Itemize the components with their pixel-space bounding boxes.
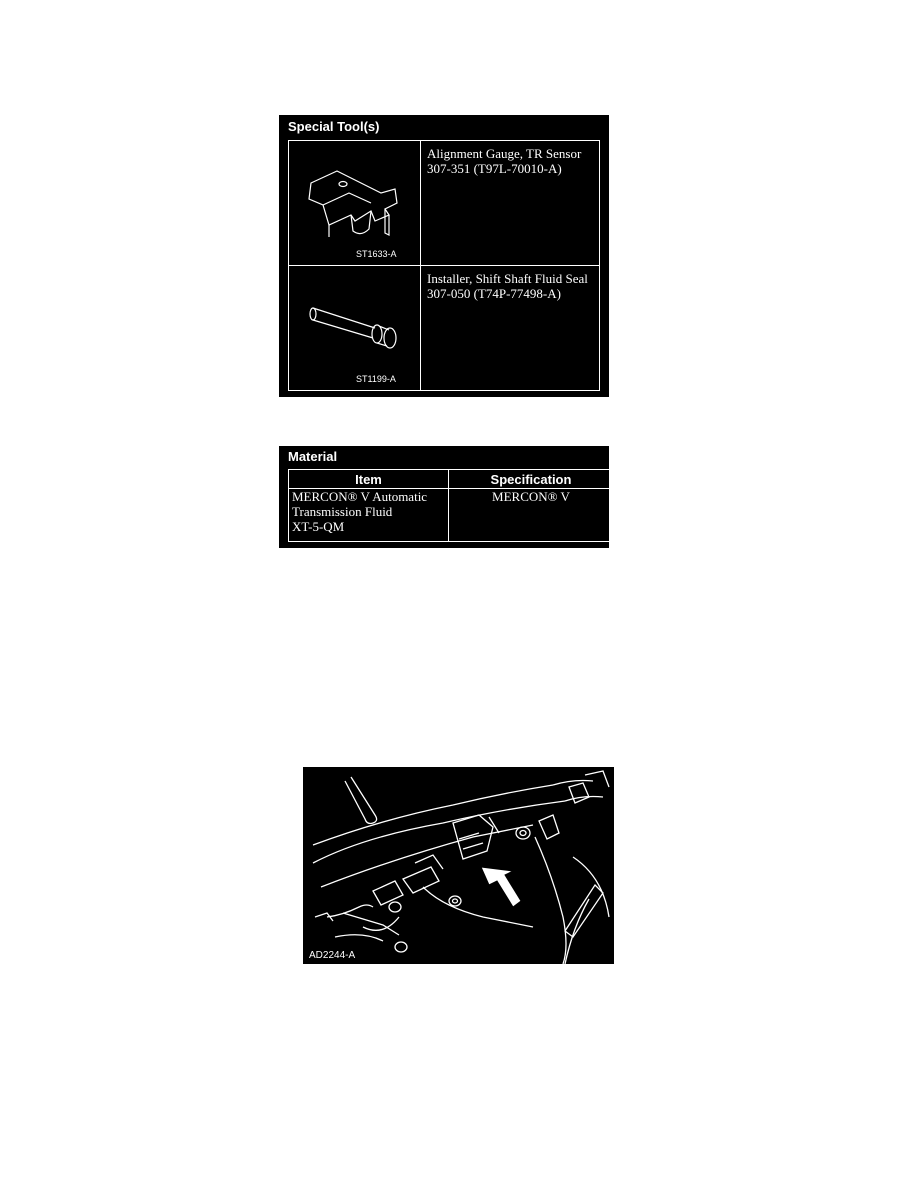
seal-installer-illustration bbox=[289, 266, 420, 390]
tool-image-cell bbox=[289, 266, 421, 391]
column-header-specification: Specification bbox=[449, 470, 614, 489]
tool-image-cell bbox=[289, 141, 421, 266]
material-item-line: XT-5-QM bbox=[292, 519, 345, 534]
material-item-line: MERCON® V Automatic bbox=[292, 489, 428, 504]
transmission-sensor-illustration bbox=[303, 767, 614, 964]
tool-code: ST1633-A bbox=[356, 249, 397, 259]
material-specification-cell: MERCON® V bbox=[449, 489, 614, 542]
arrow-icon bbox=[481, 867, 521, 907]
material-item-cell bbox=[289, 489, 449, 542]
tool-name: Alignment Gauge, TR Sensor bbox=[427, 146, 582, 161]
column-header-item: Item bbox=[289, 470, 449, 489]
special-tools-header: Special Tool(s) bbox=[288, 119, 380, 134]
tool-number: 307-351 (T97L-70010-A) bbox=[427, 161, 562, 176]
material-table bbox=[288, 469, 614, 542]
figure-panel bbox=[303, 767, 614, 964]
table-header-row bbox=[289, 470, 614, 489]
alignment-gauge-illustration bbox=[289, 141, 420, 265]
material-header: Material bbox=[288, 449, 338, 464]
tool-description bbox=[421, 266, 600, 391]
special-tools-table bbox=[288, 140, 600, 391]
tool-number: 307-050 (T74P-77498-A) bbox=[427, 286, 561, 301]
tool-code: ST1199-A bbox=[356, 374, 396, 384]
special-tools-panel bbox=[279, 115, 609, 397]
material-item-line: Transmission Fluid bbox=[292, 504, 393, 519]
table-row bbox=[289, 489, 614, 542]
tool-description bbox=[421, 141, 600, 266]
tool-name: Installer, Shift Shaft Fluid Seal bbox=[427, 271, 588, 286]
figure-code: AD2244-A bbox=[309, 950, 356, 961]
table-row bbox=[289, 141, 600, 266]
table-row bbox=[289, 266, 600, 391]
material-panel bbox=[279, 446, 609, 548]
